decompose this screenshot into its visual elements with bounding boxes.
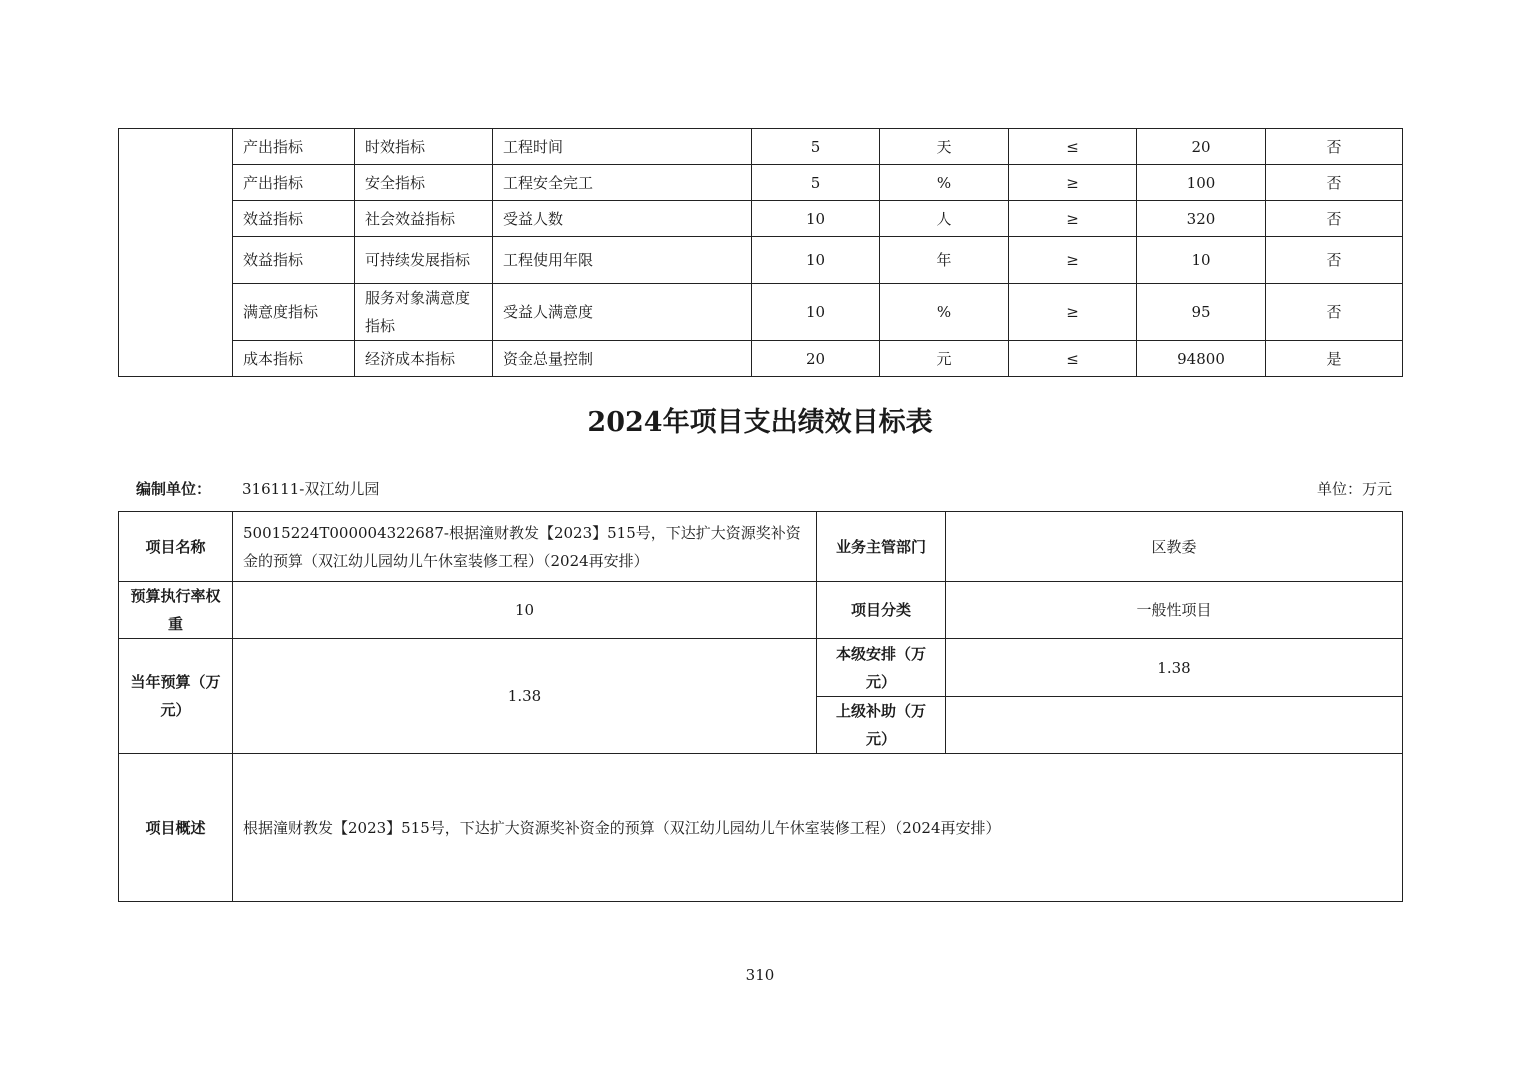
indicator-row	[119, 237, 1403, 284]
indicator-unit: 元	[880, 341, 1009, 377]
indicator-weight: 5	[752, 129, 880, 165]
level3-indicator: 工程使用年限	[493, 237, 752, 284]
indicator-operator: ≥	[1009, 165, 1137, 201]
level1-indicator: 效益指标	[233, 201, 355, 237]
level2-indicator: 社会效益指标	[355, 201, 493, 237]
overview-row	[119, 754, 1403, 902]
indicator-unit: 人	[880, 201, 1009, 237]
project-table	[118, 511, 1403, 902]
indicator-table	[118, 128, 1403, 377]
level3-indicator: 受益人满意度	[493, 284, 752, 341]
level1-indicator: 产出指标	[233, 165, 355, 201]
indicator-row	[119, 341, 1403, 377]
indicator-core: 否	[1266, 129, 1403, 165]
level2-indicator: 时效指标	[355, 129, 493, 165]
indicator-core: 是	[1266, 341, 1403, 377]
dept-label: 业务主管部门	[817, 512, 946, 582]
upper-value	[946, 697, 1403, 754]
indicator-operator: ≥	[1009, 201, 1137, 237]
category-label: 项目分类	[817, 582, 946, 639]
indicator-target: 20	[1137, 129, 1266, 165]
indicator-row	[119, 129, 1403, 165]
project-name-value: 50015224T000004322687-根据潼财教发【2023】515号，下达扩大资源奖补资金的预算（双江幼儿园幼儿午休室装修工程）（2024再安排）	[233, 512, 817, 582]
local-value: 1.38	[946, 639, 1403, 697]
dept-value: 区教委	[946, 512, 1403, 582]
indicator-core: 否	[1266, 284, 1403, 341]
exec-row	[119, 582, 1403, 639]
level1-indicator: 产出指标	[233, 129, 355, 165]
money-unit: 单位：万元	[1316, 480, 1392, 498]
budget-label: 当年预算（万元）	[119, 639, 233, 754]
indicator-target: 95	[1137, 284, 1266, 341]
indicator-row	[119, 284, 1403, 341]
page-title: 2024年项目支出绩效目标表	[587, 407, 933, 438]
indicator-unit: 年	[880, 237, 1009, 284]
indicator-unit: %	[880, 165, 1009, 201]
indicator-unit: 天	[880, 129, 1009, 165]
page-number: 310	[745, 966, 775, 984]
indicator-target: 100	[1137, 165, 1266, 201]
level2-indicator: 安全指标	[355, 165, 493, 201]
level3-indicator: 工程安全完工	[493, 165, 752, 201]
level2-indicator: 经济成本指标	[355, 341, 493, 377]
level3-indicator: 工程时间	[493, 129, 752, 165]
category-value: 一般性项目	[946, 582, 1403, 639]
indicator-operator: ≥	[1009, 284, 1137, 341]
indicator-target: 10	[1137, 237, 1266, 284]
level3-indicator: 受益人数	[493, 201, 752, 237]
indicator-row	[119, 201, 1403, 237]
project-name-row	[119, 512, 1403, 582]
indicator-weight: 20	[752, 341, 880, 377]
exec-rate-value: 10	[233, 582, 817, 639]
local-label: 本级安排（万元）	[817, 639, 946, 697]
budget-value: 1.38	[233, 639, 817, 754]
unit-row	[118, 476, 1392, 500]
level3-indicator: 资金总量控制	[493, 341, 752, 377]
indicator-core: 否	[1266, 165, 1403, 201]
indicator-weight: 10	[752, 201, 880, 237]
budget-row	[119, 639, 1403, 697]
indicator-operator: ≤	[1009, 129, 1137, 165]
project-name-label: 项目名称	[119, 512, 233, 582]
org-unit-value: 316111-双江幼儿园	[242, 480, 380, 498]
indicator-core: 否	[1266, 201, 1403, 237]
level2-indicator: 服务对象满意度指标	[355, 284, 493, 341]
indicator-unit: %	[880, 284, 1009, 341]
org-unit-label: 编制单位：	[136, 480, 212, 498]
level1-indicator: 成本指标	[233, 341, 355, 377]
overview-label: 项目概述	[119, 754, 233, 902]
indicator-weight: 10	[752, 284, 880, 341]
level2-indicator: 可持续发展指标	[355, 237, 493, 284]
indicator-weight: 10	[752, 237, 880, 284]
indicator-target: 320	[1137, 201, 1266, 237]
indicator-weight: 5	[752, 165, 880, 201]
overview-value: 根据潼财教发【2023】515号，下达扩大资源奖补资金的预算（双江幼儿园幼儿午休室装修工程）（2024再安排）	[233, 754, 1403, 902]
indicator-core: 否	[1266, 237, 1403, 284]
indicator-target: 94800	[1137, 341, 1266, 377]
level1-indicator: 满意度指标	[233, 284, 355, 341]
exec-rate-label: 预算执行率权重	[119, 582, 233, 639]
indicator-operator: ≥	[1009, 237, 1137, 284]
upper-label: 上级补助（万元）	[817, 697, 946, 754]
indicator-operator: ≤	[1009, 341, 1137, 377]
indicator-blank-cell	[119, 129, 233, 377]
indicator-row	[119, 165, 1403, 201]
level1-indicator: 效益指标	[233, 237, 355, 284]
